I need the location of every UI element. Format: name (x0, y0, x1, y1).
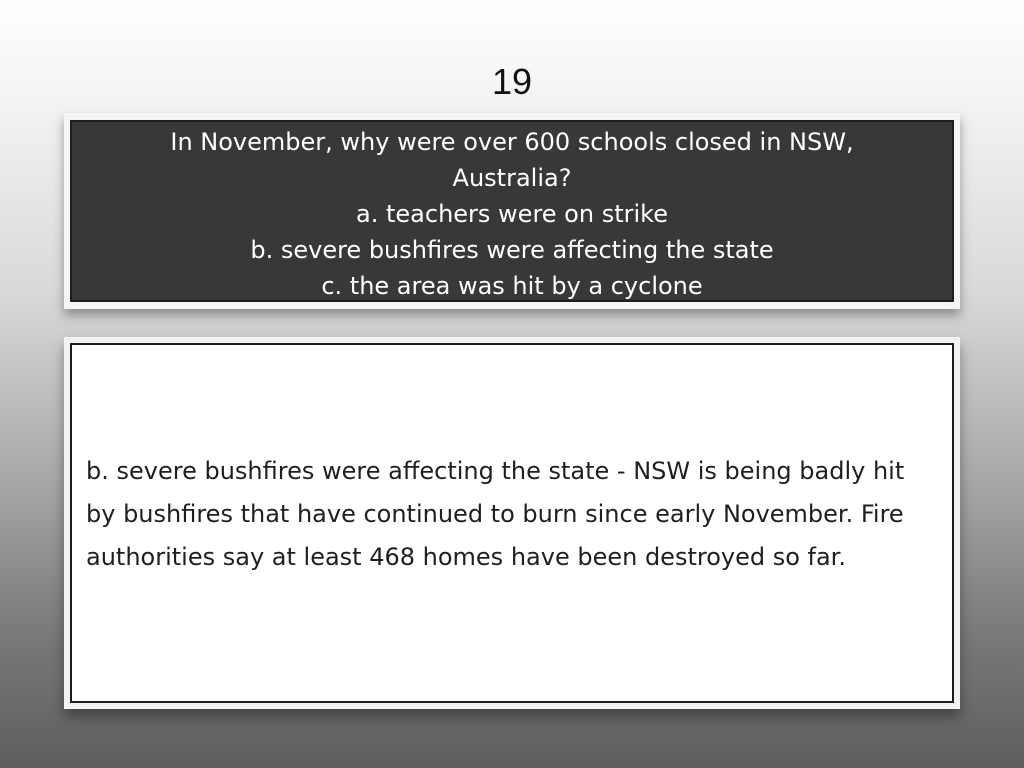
answer-card (64, 337, 960, 709)
answer-box (70, 343, 954, 703)
answer-text: b. severe bushfires were affecting the state - NSW is being badly hit by bushfires that have continued to burn since early November. Fire authorities say at least 468 homes have been destroyed so far. (86, 457, 905, 571)
question-card (64, 113, 960, 309)
question-text-line-2: Australia? (452, 164, 572, 192)
option-b: b. severe bushfires were affecting the state (250, 236, 774, 264)
question-box (70, 120, 954, 302)
question-text-line-1: In November, why were over 600 schools closed in NSW, (170, 128, 854, 156)
slide-number: 19 (491, 61, 533, 102)
option-c: c. the area was hit by a cyclone (321, 272, 703, 300)
option-a: a. teachers were on strike (356, 200, 668, 228)
